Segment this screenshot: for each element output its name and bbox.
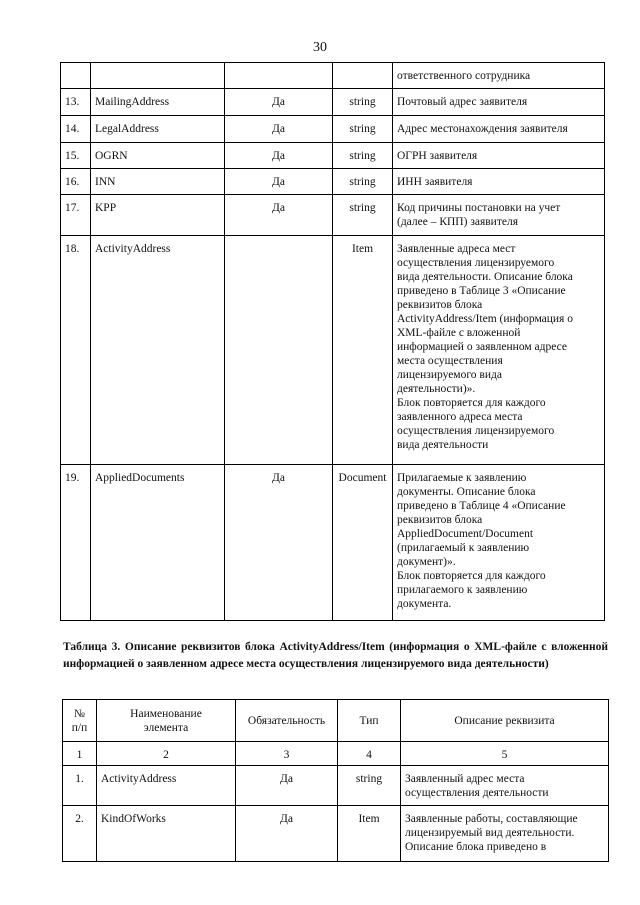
element-name: ActivityAddress <box>97 766 236 806</box>
table-row <box>61 465 605 621</box>
required-flag: Да <box>225 195 333 236</box>
element-description: Заявленный адрес места осуществления деятельности <box>401 766 609 806</box>
element-description: ОГРН заявителя <box>393 143 605 169</box>
element-type: string <box>333 89 393 116</box>
element-description: Прилагаемые к заявлению документы. Описание блока приведено в Таблице 4 «Описание реквизитов блока AppliedDocument/Document (прилагаемый к заявлению документ)». Блок повторяется для каждого прилагаемого к заявлению документа. <box>393 465 605 621</box>
element-type: Item <box>333 236 393 465</box>
page-number: 30 <box>313 40 327 55</box>
element-type: Item <box>338 806 401 862</box>
element-description: ответственного сотрудника <box>393 63 605 89</box>
requisites-table-continued <box>60 62 605 621</box>
column-header-number: № п/п <box>63 700 97 742</box>
row-number: 18. <box>61 236 91 465</box>
required-flag: Да <box>236 766 338 806</box>
required-flag <box>225 63 333 89</box>
column-index: 5 <box>401 742 609 766</box>
element-name: OGRN <box>91 143 225 169</box>
element-name: KindOfWorks <box>97 806 236 862</box>
row-number: 17. <box>61 195 91 236</box>
table-row <box>61 169 605 195</box>
row-number: 19. <box>61 465 91 621</box>
row-number: 1. <box>63 766 97 806</box>
element-type: string <box>333 169 393 195</box>
table-row <box>61 63 605 89</box>
required-flag: Да <box>225 143 333 169</box>
table-row <box>63 806 609 862</box>
element-description: Код причины постановки на учет (далее – КПП) заявителя <box>393 195 605 236</box>
column-index: 2 <box>97 742 236 766</box>
row-number: 16. <box>61 169 91 195</box>
row-number: 15. <box>61 143 91 169</box>
element-description: Адрес местонахождения заявителя <box>393 116 605 143</box>
column-index: 4 <box>338 742 401 766</box>
element-name: AppliedDocuments <box>91 465 225 621</box>
element-description: Заявленные работы, составляющие лицензируемый вид деятельности. Описание блока приведено в <box>401 806 609 862</box>
row-number: 14. <box>61 116 91 143</box>
element-name <box>91 63 225 89</box>
table-header-row <box>63 700 609 742</box>
table-row <box>61 195 605 236</box>
element-name: LegalAddress <box>91 116 225 143</box>
column-header-description: Описание реквизита <box>401 700 609 742</box>
table-row <box>61 236 605 465</box>
element-type: string <box>333 143 393 169</box>
column-header-type: Тип <box>338 700 401 742</box>
required-flag <box>225 236 333 465</box>
element-description: Почтовый адрес заявителя <box>393 89 605 116</box>
required-flag: Да <box>225 465 333 621</box>
required-flag: Да <box>225 89 333 116</box>
element-type <box>333 63 393 89</box>
required-flag: Да <box>236 806 338 862</box>
column-index-row <box>63 742 609 766</box>
column-index: 1 <box>63 742 97 766</box>
table-caption: Таблица 3. Описание реквизитов блока ActivityAddress/Item (информация о XML-файле с вложенной информацией о заявленном адресе места осуществления лицензируемого вида деятельности) <box>63 641 608 670</box>
table-row <box>61 116 605 143</box>
table-row <box>61 143 605 169</box>
element-type: Document <box>333 465 393 621</box>
element-type: string <box>333 195 393 236</box>
row-number <box>61 63 91 89</box>
element-type: string <box>338 766 401 806</box>
element-description: ИНН заявителя <box>393 169 605 195</box>
column-header-name: Наименование элемента <box>97 700 236 742</box>
column-index: 3 <box>236 742 338 766</box>
row-number: 2. <box>63 806 97 862</box>
table-row <box>61 89 605 116</box>
table-row <box>63 766 609 806</box>
element-type: string <box>333 116 393 143</box>
element-name: INN <box>91 169 225 195</box>
element-description: Заявленные адреса мест осуществления лицензируемого вида деятельности. Описание блока приведено в Таблице 3 «Описание реквизитов блока ActivityAddress/Item (информация о XML-файле с вложенной информацией о заявленном адресе места осуществления лицензируемого вида деятельности)». Блок повторяется для каждого заявленного адреса места осуществления лицензируемого вида деятельности <box>393 236 605 465</box>
required-flag: Да <box>225 116 333 143</box>
element-name: KPP <box>91 195 225 236</box>
column-header-required: Обязательность <box>236 700 338 742</box>
row-number: 13. <box>61 89 91 116</box>
required-flag: Да <box>225 169 333 195</box>
element-name: MailingAddress <box>91 89 225 116</box>
activity-address-requisites-table <box>62 699 609 862</box>
element-name: ActivityAddress <box>91 236 225 465</box>
